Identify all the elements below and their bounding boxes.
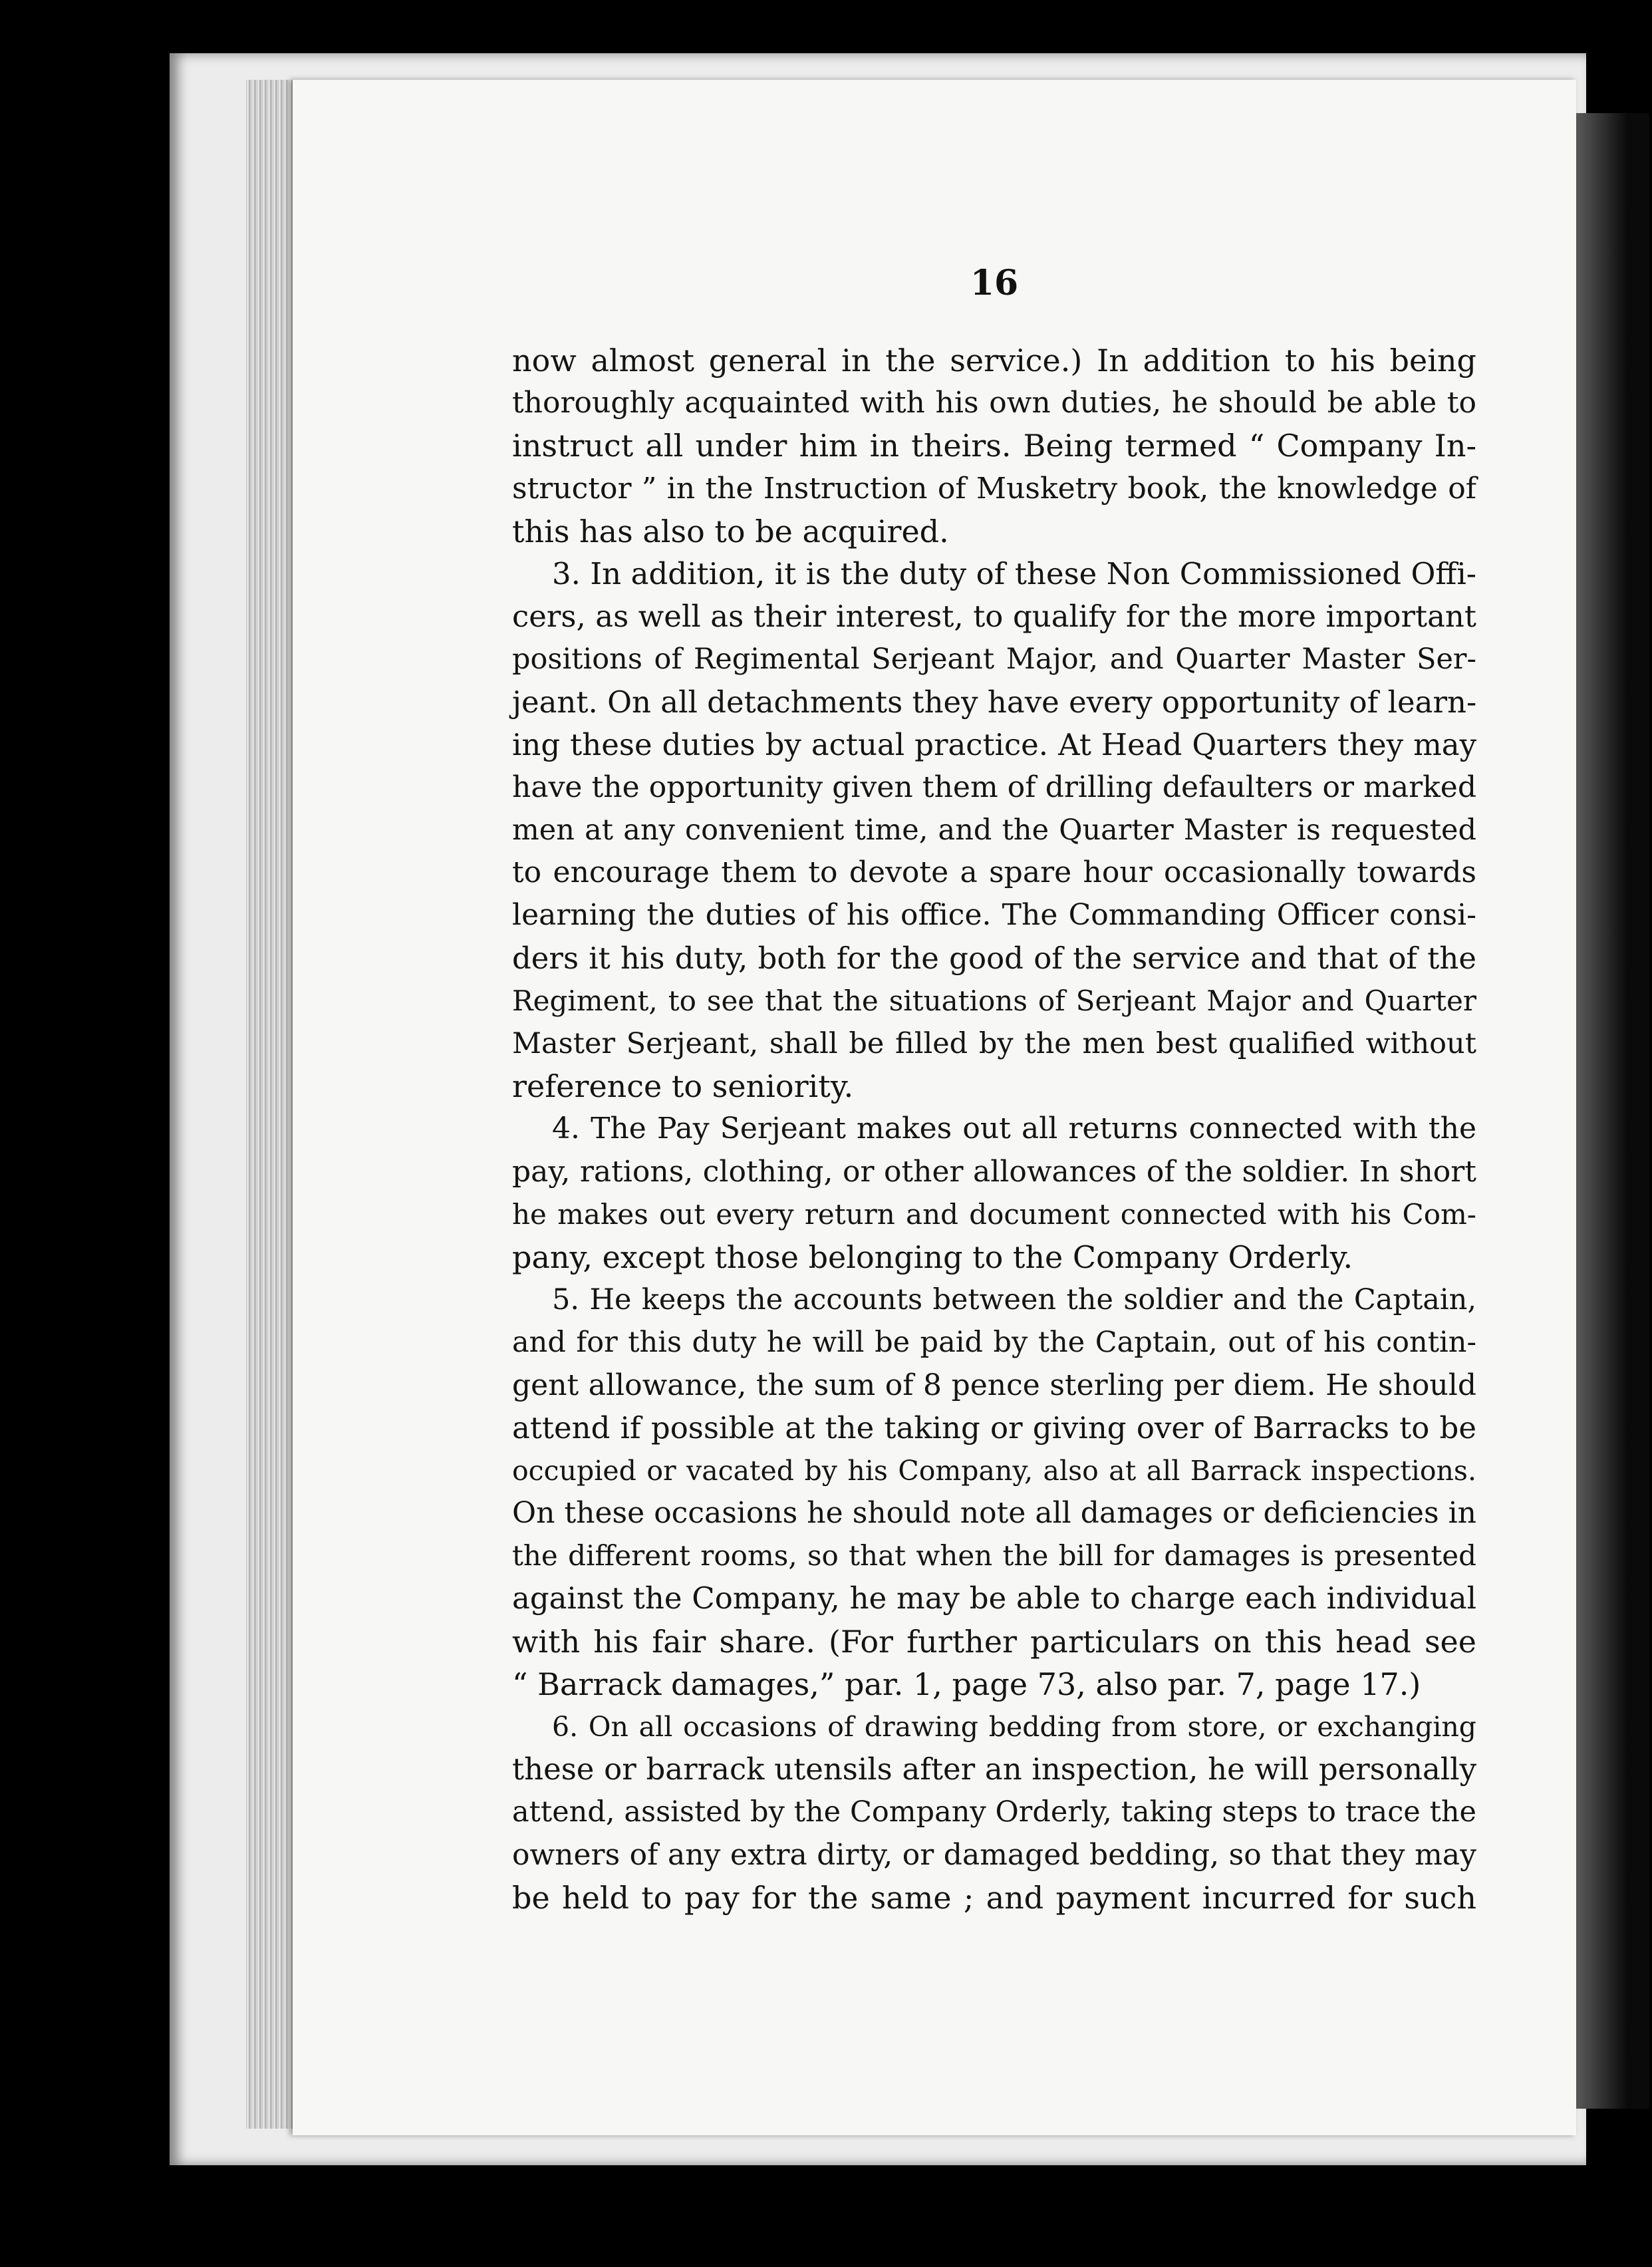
- text-line: 4. The Pay Serjeant makes out all returns connected with the: [552, 1112, 1476, 1146]
- page-edges: [246, 80, 299, 2129]
- text-line: structor ” in the Instruction of Musketry book, the knowledge of: [512, 471, 1476, 506]
- text-line: On these occasions he should note all damages or deficiencies in: [512, 1496, 1476, 1531]
- book-page: [293, 80, 1576, 2135]
- text-line: 6. On all occasions of drawing bedding from store, or exchanging: [552, 1711, 1476, 1743]
- page-number: 16: [970, 263, 1019, 303]
- text-line: this has also to be acquired.: [512, 513, 949, 549]
- text-line: pany, except those belonging to the Company Orderly.: [512, 1239, 1353, 1275]
- text-line: jeant. On all detachments they have every opportunity of learn-: [512, 684, 1477, 720]
- text-line: 5. He keeps the accounts between the soldier and the Captain,: [552, 1283, 1476, 1317]
- text-line: cers, as well as their interest, to qualify for the more important: [512, 599, 1476, 635]
- text-line: now almost general in the service.) In addition to his being: [512, 343, 1476, 378]
- text-line: attend, assisted by the Company Orderly, taking steps to trace the: [512, 1795, 1476, 1829]
- text-line: “ Barrack damages,” par. 1, page 73, also par. 7, page 17.): [512, 1666, 1421, 1702]
- text-line: Regiment, to see that the situations of Serjeant Major and Quarter: [512, 984, 1476, 1017]
- text-line: thoroughly acquainted with his own duties, he should be able to: [512, 386, 1476, 420]
- text-line: he makes out every return and document connected with his Com-: [512, 1197, 1476, 1231]
- text-line: the different rooms, so that when the bill for damages is presented: [512, 1539, 1476, 1573]
- text-line: with his fair share. (For further particulars on this head see: [512, 1623, 1476, 1660]
- text-line: Master Serjeant, shall be filled by the men best qualified without: [512, 1027, 1476, 1060]
- binding-shadow: [1576, 113, 1649, 2109]
- text-line: against the Company, he may be able to charge each individual: [512, 1581, 1476, 1616]
- text-line: occupied or vacated by his Company, also at all Barrack inspections.: [512, 1454, 1476, 1487]
- text-line: these or barrack utensils after an inspection, he will personally: [512, 1751, 1476, 1787]
- text-line: 3. In addition, it is the duty of these Non Commissioned Offi-: [552, 555, 1476, 591]
- text-line: ing these duties by actual practice. At Head Quarters they may: [512, 726, 1476, 762]
- text-line: reference to seniority.: [512, 1068, 854, 1105]
- text-line: and for this duty he will be paid by the Captain, out of his contin-: [512, 1326, 1476, 1360]
- text-line: have the opportunity given them of drilling defaulters or marked: [512, 770, 1476, 804]
- text-line: ders it his duty, both for the good of the service and that of the: [512, 940, 1476, 976]
- text-line: gent allowance, the sum of 8 pence sterling per diem. He should: [512, 1368, 1476, 1402]
- text-line: attend if possible at the taking or giving over of Barracks to be: [512, 1410, 1476, 1445]
- text-line: instruct all under him in theirs. Being termed “ Company In-: [512, 428, 1476, 464]
- text-line: positions of Regimental Serjeant Major, and Quarter Master Ser-: [512, 643, 1476, 677]
- text-line: men at any convenient time, and the Quarter Master is requested: [512, 814, 1476, 847]
- text-line: be held to pay for the same ; and payment incurred for such: [512, 1879, 1476, 1916]
- text-line: learning the duties of his office. The Commanding Officer consi-: [512, 898, 1476, 933]
- text-line: to encourage them to devote a spare hour occasionally towards: [512, 855, 1476, 890]
- text-line: owners of any extra dirty, or damaged bedding, so that they may: [512, 1837, 1476, 1872]
- text-line: pay, rations, clothing, or other allowances of the soldier. In short: [512, 1154, 1476, 1189]
- body-text: [512, 339, 1476, 1919]
